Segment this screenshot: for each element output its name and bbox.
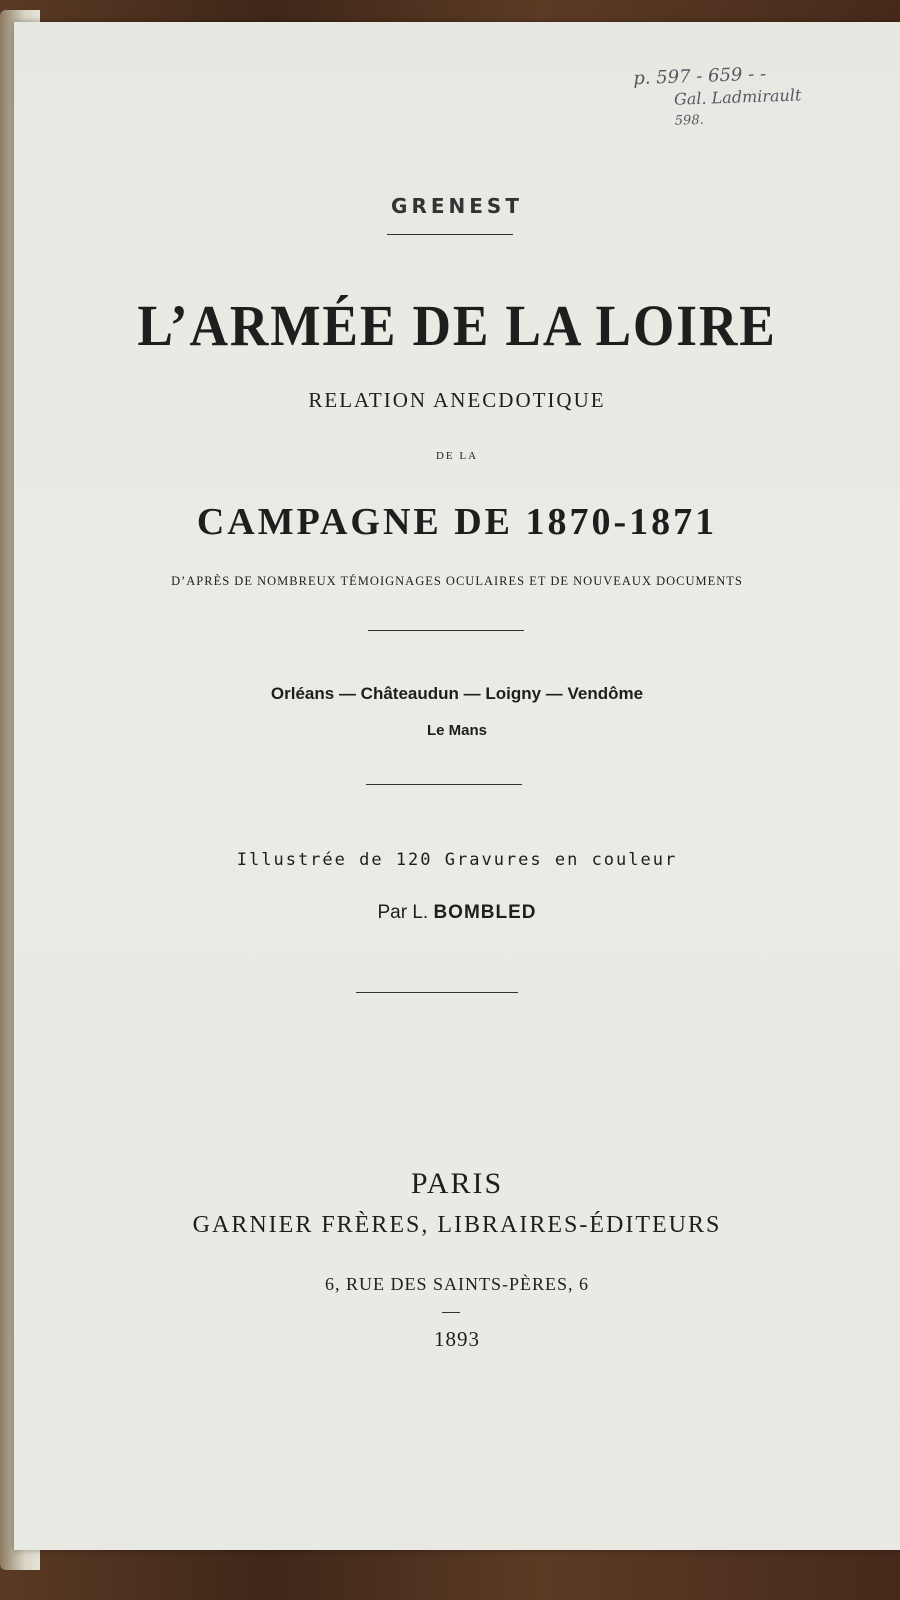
divider-rule-2 <box>368 630 524 631</box>
handwritten-note-line-1: p. 597 - 659 - - <box>632 63 767 90</box>
imprint-address: 6, RUE DES SAINTS-PÈRES, 6 <box>324 1274 590 1294</box>
handwritten-note <box>633 60 875 134</box>
author-name: GRENEST <box>391 194 523 218</box>
subtitle-sources: D’APRÈS DE NOMBREUX TÉMOIGNAGES OCULAIRES ET DE NOUVEAUX DOCUMENTS <box>171 574 743 588</box>
imprint-publisher: GARNIER FRÈRES, LIBRAIRES-ÉDITEURS <box>192 1212 722 1238</box>
subtitle-campagne: CAMPAGNE DE 1870-1871 <box>196 501 718 543</box>
divider-rule-3 <box>366 784 522 785</box>
places-line-1: Orléans — Châteaudun — Loigny — Vendôme <box>270 684 644 703</box>
divider-rule-4 <box>356 992 518 993</box>
short-dash <box>442 1312 460 1313</box>
illustrations-note: Illustrée de 120 Gravures en couleur <box>236 850 678 870</box>
imprint-year: 1893 <box>434 1327 480 1351</box>
illustrator-prefix: Par L. <box>377 902 429 923</box>
subtitle-de-la: DE LA <box>435 450 479 462</box>
illustrator-credit <box>14 902 900 924</box>
handwritten-note-line-3: 598. <box>674 112 704 129</box>
title-page <box>14 22 900 1550</box>
divider-rule-1 <box>387 234 513 235</box>
illustrator-name: BOMBLED <box>433 902 537 923</box>
imprint-city: PARIS <box>410 1167 504 1200</box>
subtitle-relation: RELATION ANECDOTIQUE <box>308 388 606 412</box>
places-line-2: Le Mans <box>426 722 487 739</box>
handwritten-note-line-2: Gal. Ladmirault <box>673 85 802 109</box>
book-title: L’ARMÉE DE LA LOIRE <box>137 293 777 358</box>
